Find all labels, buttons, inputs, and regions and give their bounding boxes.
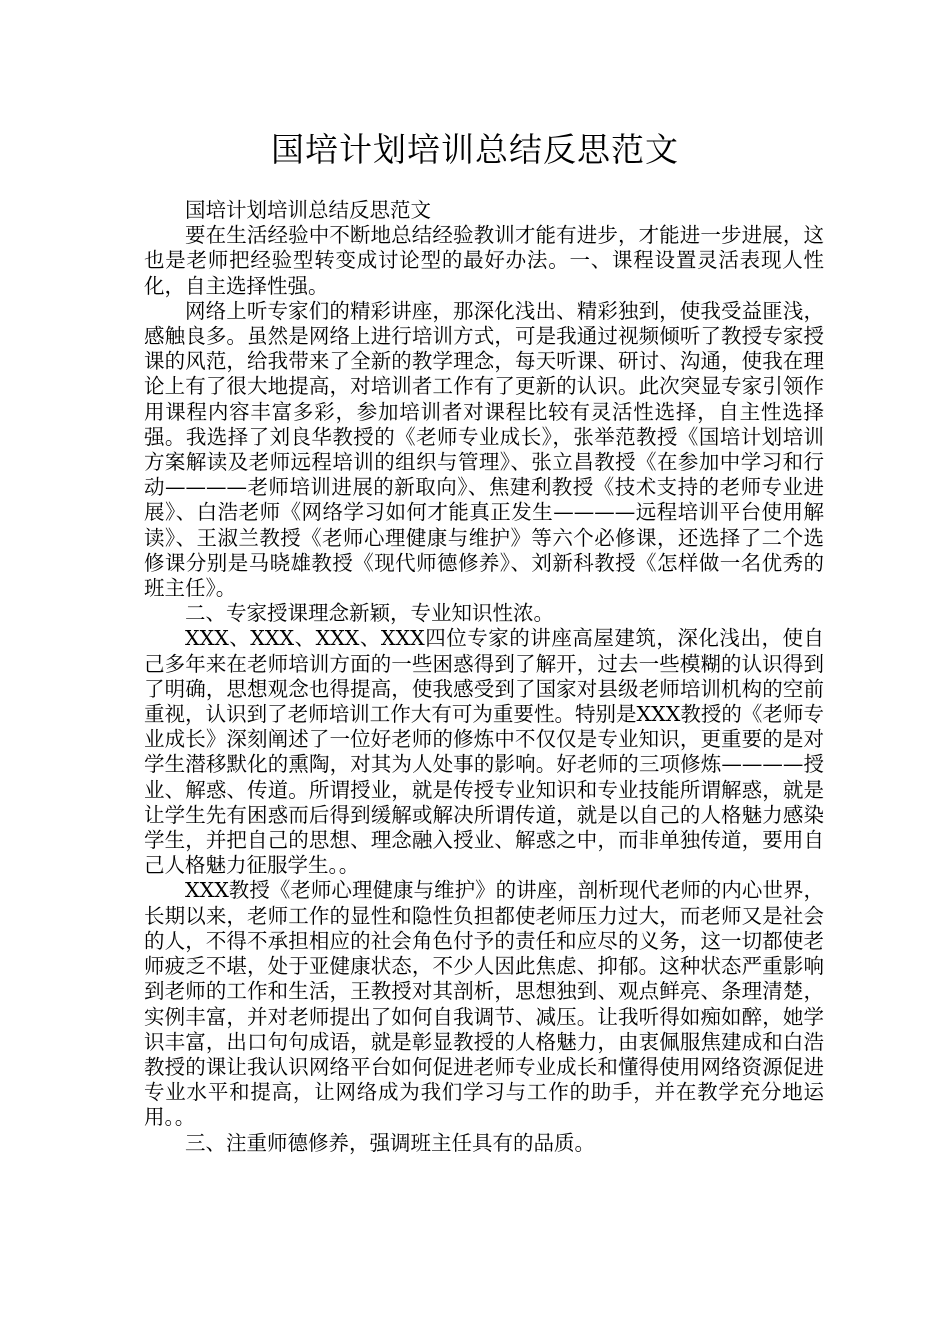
document-title: 国培计划培训总结反思范文 <box>271 130 679 169</box>
document-body <box>144 198 824 1156</box>
section-heading-paragraph: 二、专家授课理念新颖，专业知识性浓。 <box>185 601 554 626</box>
subtitle-paragraph: 国培计划培训总结反思范文 <box>185 198 431 222</box>
body-paragraph: XXX、XXX、XXX、XXX四位专家的讲座高屋建筑，深化浅出，使自己多年来在老师培训方面的一些困惑得到了解开，过去一些模糊的认识得到了明确，思想观念也得提高，使我感受到了国家对县级老师培训机构的空前重视，认识到了老师培训工作大有可为重要性。特别是XXX教授的《老师专业成长》深刻阐述了一位好老师的修炼中不仅仅是专业知识，更重要的是对学生潜移默化的熏陶，对其为人处事的影响。好老师的三项修炼————授业、解惑、传道。所谓授业，就是传授专业知识和专业技能所谓解惑，就是让学生先有困惑而后得到缓解或解决所谓传道，就是以自己的人格魅力感染学生，并把自己的思想、理念融入授业、解惑之中，而非单独传道，要用自己人格魅力征服学生。。 <box>144 626 824 878</box>
intro-paragraph: 要在生活经验中不断地总结经验教训才能有进步，才能进一步进展，这也是老师把经验型转变成讨论型的最好办法。一、课程设置灵活表现人性化，自主选择性强。 <box>144 223 824 298</box>
body-paragraph: XXX教授《老师心理健康与维护》的讲座，剖析现代老师的内心世界，长期以来，老师工作的显性和隐性负担都使老师压力过大，而老师又是社会的人，不得不承担相应的社会角色付予的责任和应尽的义务，这一切都使老师疲乏不堪，处于亚健康状态，不少人因此焦虑、抑郁。这种状态严重影响到老师的工作和生活，王教授对其剖析，思想独到、观点鲜亮、条理清楚，实例丰富，并对老师提出了如何自我调节、减压。让我听得如痴如醉，她学识丰富，出口句句成语，就是彰显教授的人格魅力，由衷佩服焦建成和白浩教授的课让我认识网络平台如何促进老师专业成长和懂得使用网络资源促进专业水平和提高，让网络成为我们学习与工作的助手，并在教学充分地运用。。 <box>144 878 824 1130</box>
section-heading-paragraph: 三、注重师德修养，强调班主任具有的品质。 <box>185 1130 595 1155</box>
body-paragraph: 网络上听专家们的精彩讲座，那深化浅出、精彩独到，使我受益匪浅，感触良多。虽然是网络上进行培训方式，可是我通过视频倾听了教授专家授课的风范，给我带来了全新的教学理念，每天听课、研讨、沟通，使我在理论上有了很大地提高，对培训者工作有了更新的认识。此次突显专家引领作用课程内容丰富多彩，参加培训者对课程比较有灵活性选择，自主性选择强。我选择了刘良华教授的《老师专业成长》，张举范教授《国培计划培训方案解读及老师远程培训的组织与管理》、张立昌教授《在参加中学习和行动————老师培训进展的新取向》、焦建利教授《技术支持的老师专业进展》、白浩老师《网络学习如何才能真正发生————远程培训平台使用解读》、王淑兰教授《老师心理健康与维护》等六个必修课，还选择了二个选修课分别是马晓雄教授《现代师德修养》、刘新科教授《怎样做一名优秀的班主任》。 <box>144 298 824 601</box>
